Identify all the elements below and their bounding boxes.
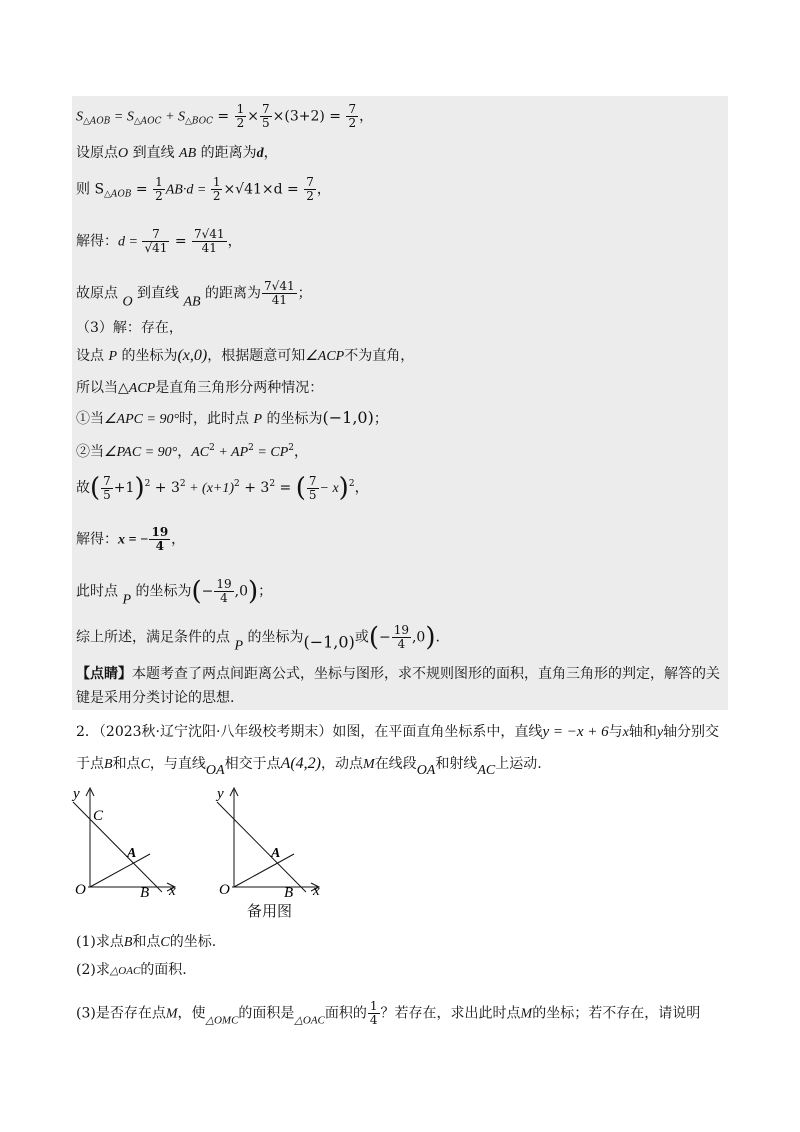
text: 2: [288, 443, 294, 453]
solution-line-case2: [76, 438, 308, 463]
text: 设点: [76, 348, 109, 364]
fraction: $\frac{1}{2}$: [212, 175, 221, 203]
text: = S: [110, 109, 134, 125]
text: 综上所述，满足条件的点: [76, 629, 235, 646]
text: ，: [316, 181, 331, 198]
text: 的距离为: [196, 145, 257, 161]
fraction: $\frac{1}{2}$: [236, 102, 245, 130]
text: ，: [354, 480, 369, 496]
text: ∠ACP: [305, 349, 345, 364]
text: −: [201, 583, 214, 600]
line-bc: [73, 802, 162, 892]
text: ？若存在，求出此时点: [380, 1005, 521, 1022]
text: ，: [263, 145, 278, 161]
text: (: [295, 473, 306, 503]
solution-line-point-p-case2: [76, 578, 272, 611]
text: 相交于点: [224, 756, 281, 772]
point-o-label: O: [75, 882, 86, 898]
text: 的坐标.: [169, 934, 217, 950]
text: A(4,2): [280, 755, 322, 772]
text: 所以当△: [76, 380, 129, 396]
text: ×√41×d =: [223, 181, 304, 198]
text: 2: [248, 443, 254, 453]
question-1: [76, 932, 216, 953]
text: (−1,0): [322, 408, 374, 427]
text: 于点: [76, 756, 104, 772]
text: OA: [416, 763, 436, 778]
text: 2．（2023秋·辽宁沈阳·八年级校考期末）如图，在平面直角坐标系中，直线: [76, 724, 543, 740]
text: ): [425, 622, 436, 653]
text: 的坐标为: [243, 629, 304, 646]
fraction: $\frac{19}{4}$: [216, 577, 232, 605]
text: ，: [171, 531, 186, 548]
fraction: $\frac{7√41}{41}$: [264, 279, 295, 307]
solution-line-case1: [76, 408, 388, 430]
text: 解得：: [76, 233, 118, 250]
text: P: [253, 412, 263, 427]
fraction: $\frac{7}{5}$: [262, 102, 270, 130]
solution-line-distance-result: [76, 280, 312, 313]
text: M: [520, 1006, 533, 1022]
solution-line-solve-x: [76, 526, 185, 553]
text: P: [234, 638, 244, 654]
problem-line-2: [76, 754, 542, 781]
text: 到直线: [128, 145, 180, 161]
solution-line-part3: [76, 318, 183, 338]
text: P: [108, 349, 118, 364]
text: OA: [205, 763, 225, 778]
comment-line-2: [76, 688, 234, 708]
text: 本题考查了两点间距离公式，坐标与图形，求不规则图形的面积，直角三角形的判定，解答的关: [132, 666, 720, 682]
text: (2)求: [76, 962, 110, 978]
text: 2: [269, 479, 276, 489]
text: △AOC: [133, 116, 162, 127]
solution-line-solve-d: [76, 228, 242, 255]
text: 和点: [132, 934, 161, 950]
y-label: y: [217, 786, 224, 802]
text: 在线段: [374, 756, 417, 772]
fraction: $\frac{7}{5}$: [308, 473, 317, 502]
text: B: [104, 757, 113, 772]
text: ,0: [234, 583, 248, 600]
text: ，: [177, 444, 192, 460]
coordinate-graph-main: [70, 782, 190, 906]
fraction: $\frac{7}{5}$: [103, 473, 111, 502]
text: AB: [179, 146, 197, 161]
comment-line-1: [76, 664, 720, 684]
text: ，动点: [321, 756, 364, 772]
text: △OAC: [109, 965, 141, 977]
solution-line-conclusion: [76, 624, 440, 657]
text: .: [435, 629, 440, 646]
coordinate-graph-backup: [214, 782, 334, 906]
text: 和射线: [435, 756, 478, 772]
text: P: [122, 592, 132, 608]
text: 的面积.: [140, 962, 187, 978]
figure-caption: 备用图: [247, 902, 293, 920]
text: + (x+1): [185, 481, 235, 496]
text: 和点: [112, 756, 141, 772]
text: =: [170, 233, 192, 250]
text: ×: [247, 108, 259, 125]
x-label: x: [313, 883, 320, 899]
text: M: [363, 757, 375, 772]
solution-line-equation: [76, 474, 369, 502]
text: ①当: [76, 411, 104, 427]
text: 轴分别交: [663, 724, 720, 740]
text: x: [622, 725, 629, 740]
fraction: $\frac{7}{√41}$: [144, 227, 168, 255]
text: △AOB: [83, 116, 111, 127]
text: ): [338, 473, 349, 503]
text: 2: [348, 479, 355, 489]
text: S: [76, 109, 83, 125]
text: 不为直角，: [344, 348, 415, 364]
text: (1)求点: [76, 934, 124, 950]
point-a-label: A: [127, 846, 137, 861]
text: 到直线: [132, 285, 184, 302]
text: △OMC: [205, 1014, 239, 1027]
text: =: [275, 480, 296, 496]
text: 上运动.: [495, 756, 542, 772]
text: 轴和: [628, 724, 657, 740]
text: =: [212, 108, 234, 125]
text: 与: [608, 724, 623, 740]
text: + 3: [150, 480, 180, 496]
text: 的坐标；若不存在，请说明: [532, 1005, 701, 1022]
text: 故: [76, 480, 90, 496]
fraction: $\frac{19}{4}$: [393, 623, 409, 651]
text: ∠PAC = 90°: [104, 445, 178, 460]
text: x = −: [118, 532, 149, 548]
text: 键是采用分类讨论的思想.: [76, 690, 235, 706]
fraction: $\frac{7√41}{41}$: [194, 227, 225, 255]
point-c-label: C: [93, 808, 104, 824]
text: =: [131, 181, 153, 198]
text: （3）解：存在，: [76, 320, 183, 336]
text: ，与直线: [149, 756, 206, 772]
text: ×(3+2) =: [272, 108, 346, 125]
solution-line-cases: [76, 378, 323, 399]
text: + S: [161, 109, 186, 125]
text: + 3: [239, 480, 270, 496]
text: ,0: [411, 629, 426, 646]
text: 2: [179, 479, 186, 489]
text: y = −x + 6: [542, 724, 609, 740]
text: 的坐标为: [262, 411, 323, 427]
text: 则 S: [76, 181, 105, 198]
text: 的坐标为: [131, 583, 192, 600]
point-o-label: O: [219, 882, 230, 898]
solution-line-distance-def: [76, 143, 278, 164]
text: ，根据题意可知: [207, 348, 306, 364]
text: 的坐标为: [117, 348, 178, 364]
text: 设原点: [76, 145, 118, 161]
text: △AOB: [104, 189, 132, 200]
text: C: [140, 757, 150, 772]
problem-line-1: [76, 722, 719, 743]
text: − x: [319, 481, 339, 496]
y-label: y: [73, 786, 80, 802]
text: −: [378, 629, 391, 646]
text: y: [656, 725, 664, 740]
text: O: [122, 294, 133, 310]
text: B: [123, 935, 133, 950]
text: (: [368, 622, 379, 653]
question-3: [76, 1000, 700, 1031]
text: ②当: [76, 444, 104, 460]
text: d: [256, 146, 264, 161]
text: 的面积是: [238, 1005, 295, 1022]
fraction: $\frac{19}{4}$: [151, 525, 169, 553]
fraction: $\frac{7}{2}$: [348, 102, 357, 130]
text: ): [134, 473, 145, 503]
text: 的距离为: [200, 285, 262, 302]
text: = CP: [253, 445, 289, 460]
text: ACP: [128, 381, 156, 396]
text: △BOC: [185, 116, 213, 127]
text: (: [191, 576, 202, 607]
text: 时，此时点: [179, 411, 254, 427]
fraction: $\frac{1}{2}$: [155, 175, 163, 203]
solution-line-area-sum: [76, 103, 373, 132]
text: 2: [144, 479, 151, 489]
text: 解得：: [76, 531, 118, 548]
x-label: x: [169, 883, 176, 899]
text: ；: [373, 411, 388, 427]
text: ，使: [177, 1005, 206, 1022]
text: AB: [183, 294, 201, 310]
text: M: [165, 1006, 178, 1022]
text: AB·d =: [165, 182, 210, 198]
text: 2: [209, 443, 215, 453]
text: 2: [234, 479, 240, 489]
text: C: [160, 935, 170, 950]
text: AC: [477, 763, 496, 778]
solution-line-point-p: [76, 346, 414, 367]
text: ，: [293, 444, 308, 460]
solution-line-area-formula: [76, 176, 331, 205]
text: ，: [359, 108, 374, 125]
text: 或: [354, 629, 369, 646]
text: +1: [113, 480, 135, 496]
text: (: [90, 473, 101, 503]
text: + AP: [214, 445, 249, 460]
text: O: [118, 146, 129, 161]
line-bc: [217, 802, 306, 892]
text: 是直角三角形分两种情况：: [155, 380, 324, 396]
text: ∠APC = 90°: [104, 412, 180, 427]
text: 此时点: [76, 583, 123, 600]
point-b-label: B: [140, 885, 150, 901]
text: ；: [258, 583, 273, 600]
text: (x,0): [177, 347, 208, 364]
text: (3)是否存在点: [76, 1005, 166, 1022]
text: 故原点: [76, 285, 123, 302]
text: AC: [191, 445, 210, 460]
text: d =: [118, 234, 142, 250]
question-2: [76, 960, 187, 981]
point-b-label: B: [284, 885, 294, 901]
text: 面积的: [324, 1005, 367, 1022]
text: (−1,0): [303, 632, 355, 652]
text: ): [248, 576, 259, 607]
point-a-label: A: [271, 846, 281, 861]
comment-tag: 【点睛】: [76, 666, 132, 682]
fraction: $\frac{7}{2}$: [306, 175, 314, 203]
fraction: $\frac{1}{4}$: [369, 999, 378, 1027]
text: ，: [227, 233, 242, 250]
text: ；: [297, 285, 312, 302]
text: △OAC: [294, 1014, 325, 1027]
